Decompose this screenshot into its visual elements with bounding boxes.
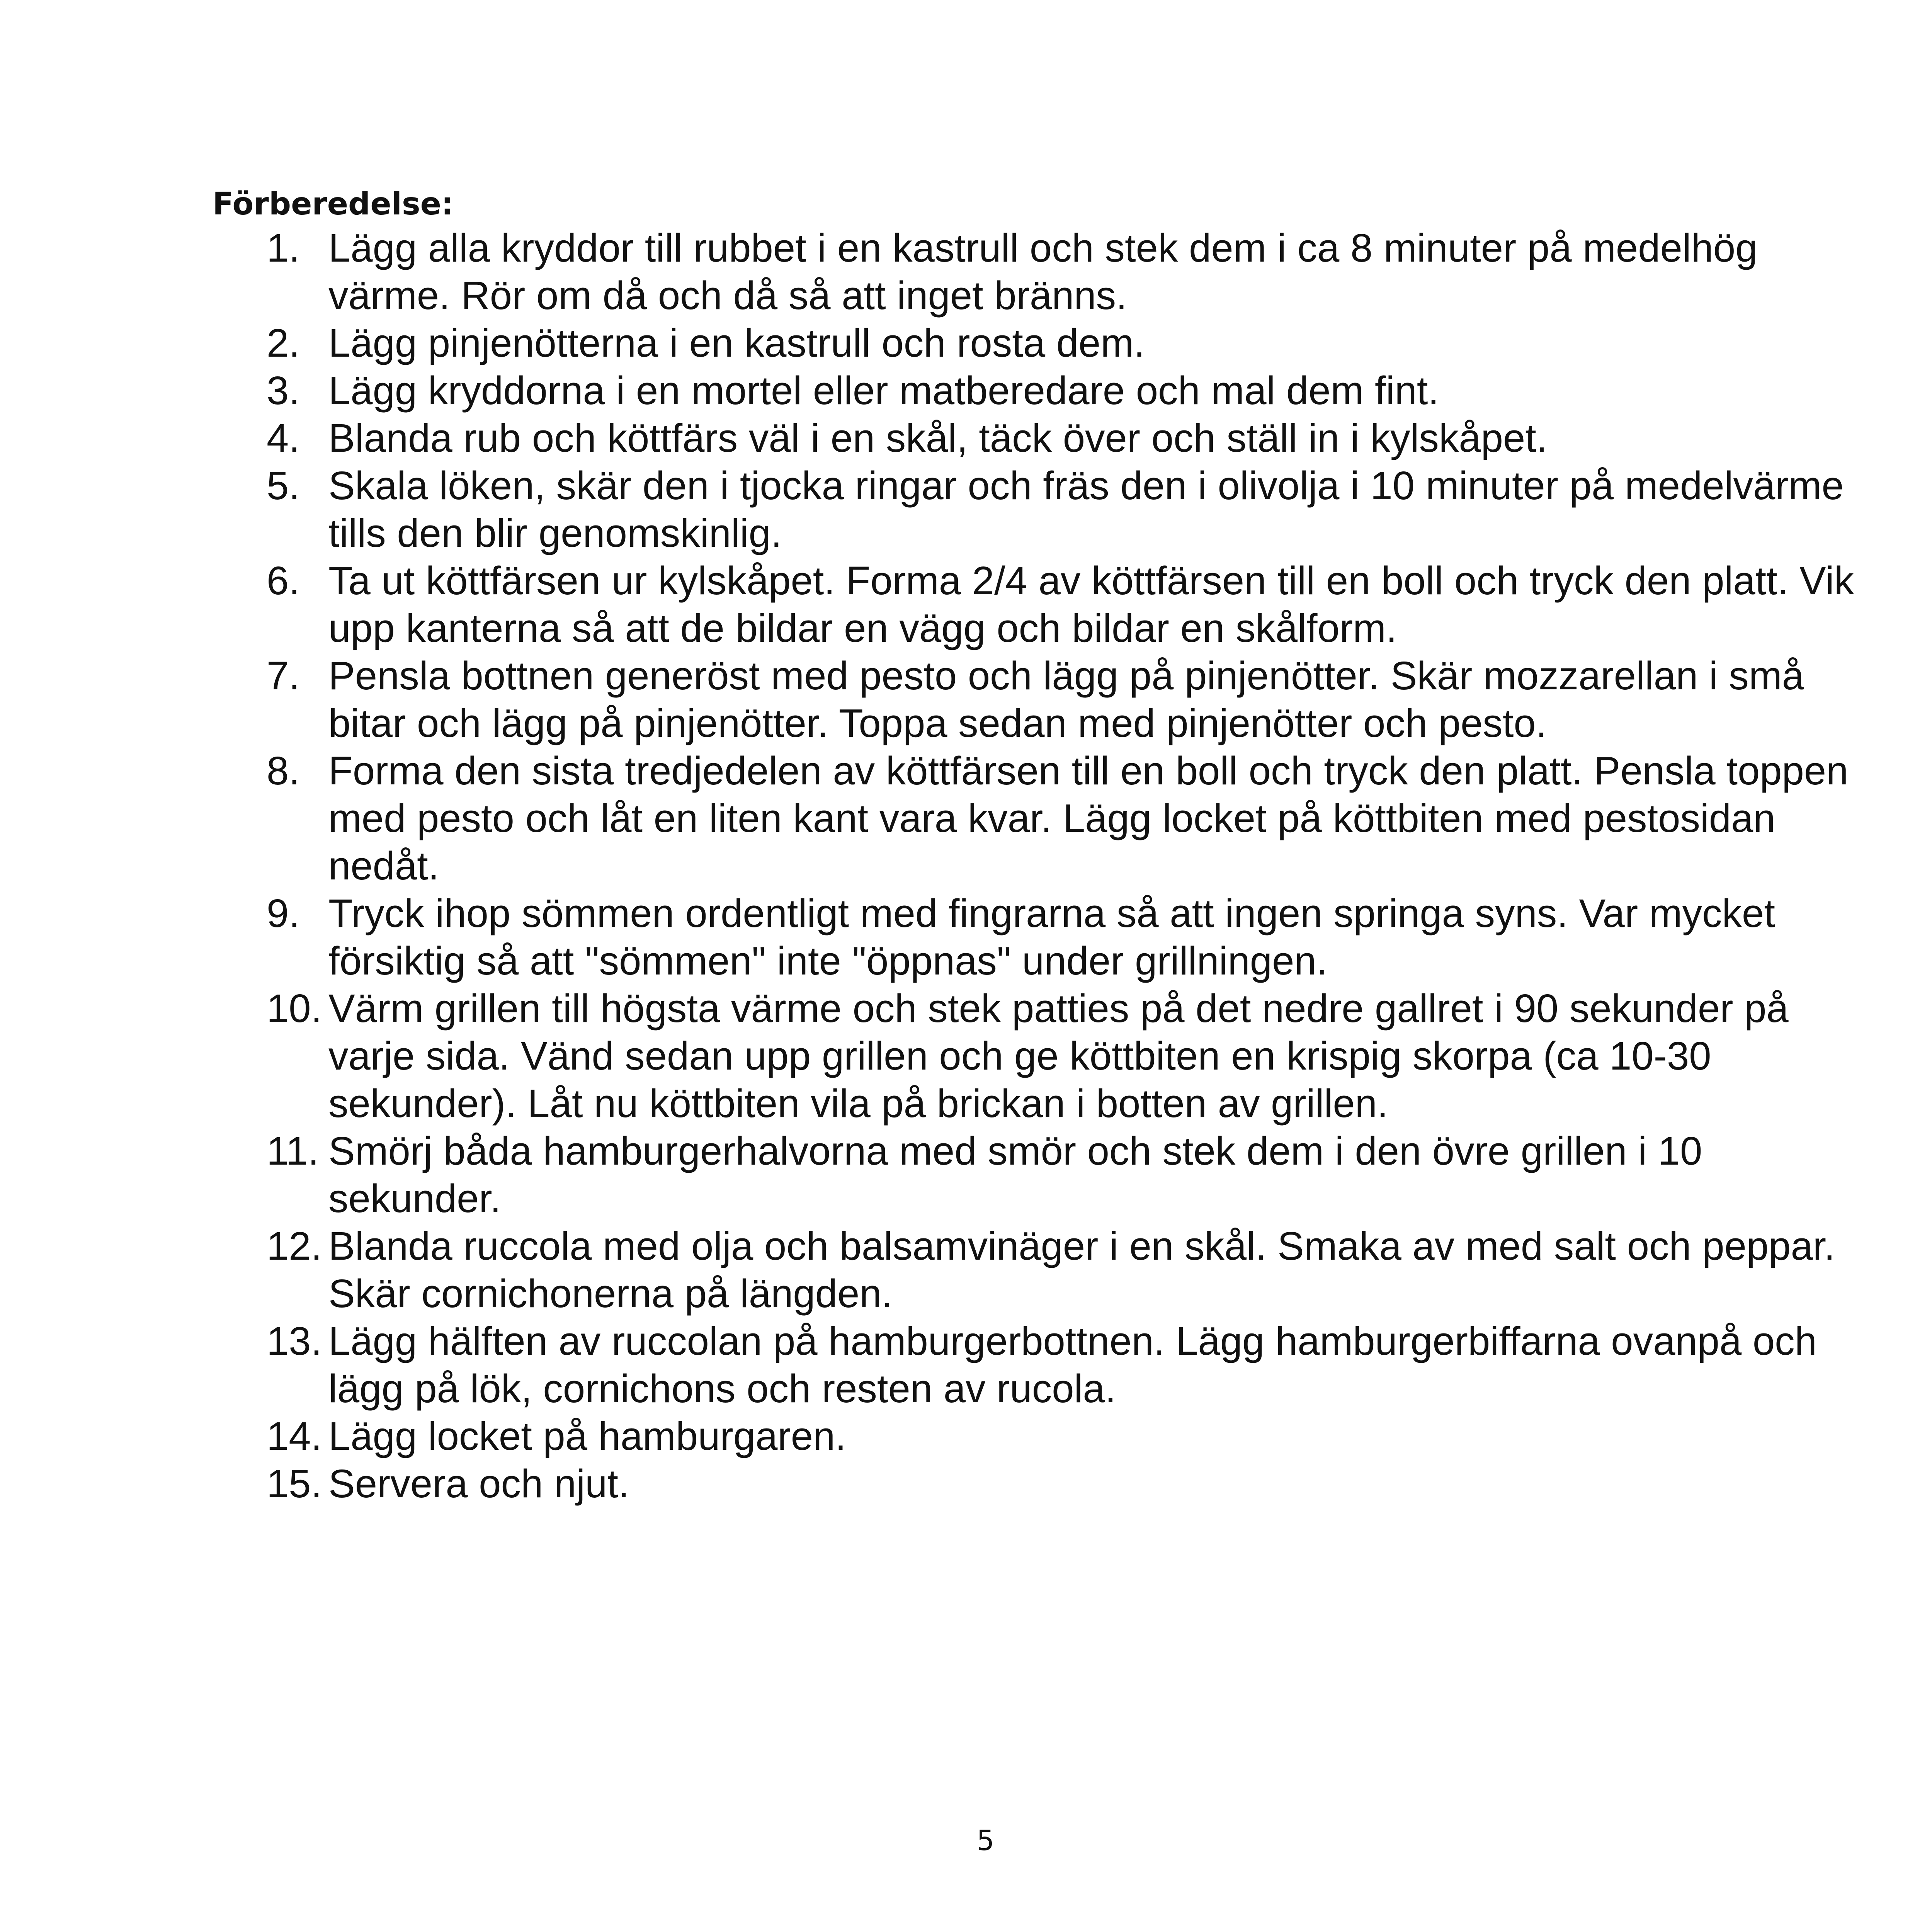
step-text: Servera och njut. — [328, 1461, 629, 1506]
step-number: 14. — [267, 1414, 322, 1458]
step-text: Ta ut köttfärsen ur kylskåpet. Forma 2/4 av köttfärsen till en boll och tryck den platt. Vik upp kanterna så att de bildar en vägg och bildar en skålform. — [328, 558, 1854, 650]
step-text: Lägg hälften av ruccolan på hamburgerbottnen. Lägg hamburgerbiffarna ovanpå och lägg på lök, cornichons och resten av rucola. — [328, 1319, 1817, 1411]
step-number: 7. — [267, 653, 300, 698]
list-item — [267, 985, 1870, 1127]
list-item — [267, 1222, 1870, 1317]
step-text: Lägg locket på hamburgaren. — [328, 1414, 846, 1458]
list-item — [267, 557, 1870, 652]
list-item — [267, 1460, 1870, 1507]
step-text: Blanda rub och köttfärs väl i en skål, täck över och ställ in i kylskåpet. — [328, 416, 1548, 460]
list-item — [267, 367, 1870, 414]
step-text: Smörj båda hamburgerhalvorna med smör och stek dem i den övre grillen i 10 sekunder. — [328, 1129, 1702, 1221]
step-number: 2. — [267, 321, 300, 365]
list-item — [267, 1412, 1870, 1460]
list-item — [267, 462, 1870, 557]
list-item — [267, 224, 1870, 319]
list-item — [267, 747, 1870, 889]
step-text: Lägg kryddorna i en mortel eller matberedare och mal dem fint. — [328, 368, 1439, 413]
step-number: 8. — [267, 748, 300, 793]
page-number: 5 — [976, 1824, 995, 1857]
step-number: 4. — [267, 416, 300, 460]
step-number: 13. — [267, 1319, 322, 1363]
step-number: 12. — [267, 1224, 322, 1268]
step-number: 11. — [267, 1129, 319, 1173]
step-number: 9. — [267, 891, 300, 935]
step-number: 5. — [267, 463, 300, 508]
step-text: Tryck ihop sömmen ordentligt med fingrarna så att ingen springa syns. Var mycket försiktig så att "sömmen" inte "öppnas" under grillningen. — [328, 891, 1775, 983]
section-heading: Förberedelse: — [213, 186, 454, 222]
step-text: Lägg alla kryddor till rubbet i en kastrull och stek dem i ca 8 minuter på medelhög värme. Rör om då och då så att inget bränns. — [328, 226, 1758, 318]
list-item — [267, 1127, 1870, 1222]
step-number: 15. — [267, 1461, 322, 1506]
list-item — [267, 652, 1870, 747]
step-text: Forma den sista tredjedelen av köttfärsen till en boll och tryck den platt. Pensla toppen med pesto och låt en liten kant vara kvar. Lägg locket på köttbiten med pestosidan nedåt. — [328, 748, 1849, 888]
steps-list — [267, 224, 1870, 1507]
list-item — [267, 319, 1870, 367]
list-item — [267, 414, 1870, 462]
step-text: Värm grillen till högsta värme och stek patties på det nedre gallret i 90 sekunder på varje sida. Vänd sedan upp grillen och ge köttbiten en krispig skorpa (ca 10-30 sekunder). Låt nu köttbiten vila på brickan i botten av grillen. — [328, 986, 1789, 1126]
list-item — [267, 889, 1870, 985]
list-item — [267, 1317, 1870, 1412]
step-text: Pensla bottnen generöst med pesto och lägg på pinjenötter. Skär mozzarellan i små bitar och lägg på pinjenötter. Toppa sedan med pinjenötter och pesto. — [328, 653, 1804, 745]
step-text: Skala löken, skär den i tjocka ringar och fräs den i olivolja i 10 minuter på medelvärme tills den blir genomskinlig. — [328, 463, 1844, 555]
step-number: 6. — [267, 558, 300, 603]
step-number: 3. — [267, 368, 300, 413]
step-number: 10. — [267, 986, 322, 1031]
step-text: Lägg pinjenötterna i en kastrull och rosta dem. — [328, 321, 1145, 365]
step-number: 1. — [267, 226, 300, 270]
step-text: Blanda ruccola med olja och balsamvinäger i en skål. Smaka av med salt och peppar. Skär cornichonerna på längden. — [328, 1224, 1835, 1316]
